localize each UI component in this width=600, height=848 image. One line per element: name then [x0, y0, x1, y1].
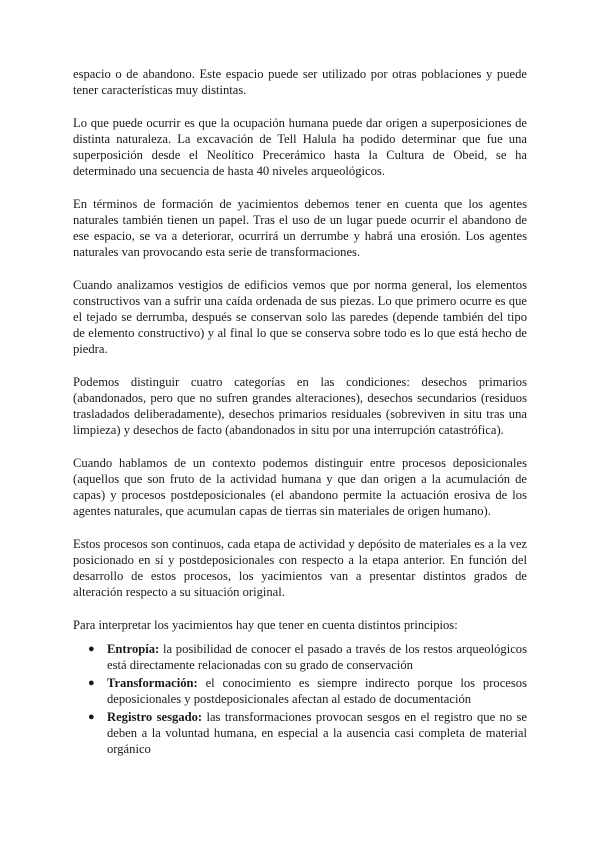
- paragraph-procesos-deposicionales: Cuando hablamos de un contexto podemos distinguir entre procesos deposicionales (aquellos que son fruto de la actividad humana y que dan origen a la acumulación de capas) y procesos postdeposicionales (el abandono permite la actuación erosiva de los agentes naturales, que acumulan capas de tierras sin materiales de origen humano).: [73, 456, 527, 518]
- principle-description: el conocimiento es siempre indirecto porque los procesos deposicionales y postdeposicionales afectan al estado de documentación: [107, 676, 527, 706]
- principle-term: Entropía:: [107, 642, 160, 656]
- bullet-icon: ●: [88, 643, 95, 655]
- paragraph-categorias-desechos: Podemos distinguir cuatro categorías en las condiciones: desechos primarios (abandonados, pero que no sufren grandes alteraciones), desechos secundarios (residuos trasladados deliberadamente), desechos primarios residuales (sobreviven in situ tras una limpieza) y desechos de facto (abandonados in situ por una interrupción catastrófica).: [73, 375, 527, 437]
- list-item-registro-sesgado: [88, 709, 527, 757]
- paragraph-agentes-naturales: En términos de formación de yacimientos debemos tener en cuenta que los agentes naturales también tienen un papel. Tras el uso de un lugar puede ocurrir el abandono de ese espacio, se va a deteriorar, ocurrirá un derrumbe y habrá una erosión. Los agentes naturales van provocando esta serie de transformaciones.: [73, 197, 527, 259]
- principle-description: las transformaciones provocan sesgos en el registro que no se deben a la voluntad humana, en especial a la ausencia casi completa de material orgánico: [107, 710, 527, 756]
- paragraph-vestigios-edificios: Cuando analizamos vestigios de edificios vemos que por norma general, los elementos constructivos van a sufrir una caída ordenada de sus piezas. Lo que primero ocurre es que el tejado se derrumba, después se conservan solo las paredes (depende también del tipo de elemento constructivo) y al final lo que se conserva sobre todo es lo que está hecho de piedra.: [73, 278, 527, 356]
- document-page: [73, 66, 527, 759]
- principles-list: [73, 641, 527, 757]
- paragraph-tell-halula: Lo que puede ocurrir es que la ocupación humana puede dar origen a superposiciones de distinta naturaleza. La excavación de Tell Halula ha podido determinar que fue una superposición desde el Neolítico Precerámico hasta la Cultura de Obeid, se ha determinado una secuencia de hasta 40 niveles arqueológicos.: [73, 116, 527, 178]
- list-item-entropia: [88, 641, 527, 673]
- principle-term: Transformación:: [107, 676, 198, 690]
- paragraph-abandono: espacio o de abandono. Este espacio puede ser utilizado por otras poblaciones y puede tener características muy distintas.: [73, 67, 527, 97]
- principle-term: Registro sesgado:: [107, 710, 203, 724]
- bullet-icon: ●: [88, 711, 95, 723]
- principle-description: la posibilidad de conocer el pasado a través de los restos arqueológicos está directamente relacionadas con su grado de conservación: [107, 642, 527, 672]
- paragraph-principios-intro: Para interpretar los yacimientos hay que tener en cuenta distintos principios:: [73, 618, 458, 632]
- list-item-transformacion: [88, 675, 527, 707]
- paragraph-procesos-continuos: Estos procesos son continuos, cada etapa de actividad y depósito de materiales es a la vez posicionado en sí y postdeposicionales con respecto a la etapa anterior. En función del desarrollo de estos procesos, los yacimientos van a presentar distintos grados de alteración respecto a su situación original.: [73, 537, 527, 599]
- bullet-icon: ●: [88, 677, 95, 689]
